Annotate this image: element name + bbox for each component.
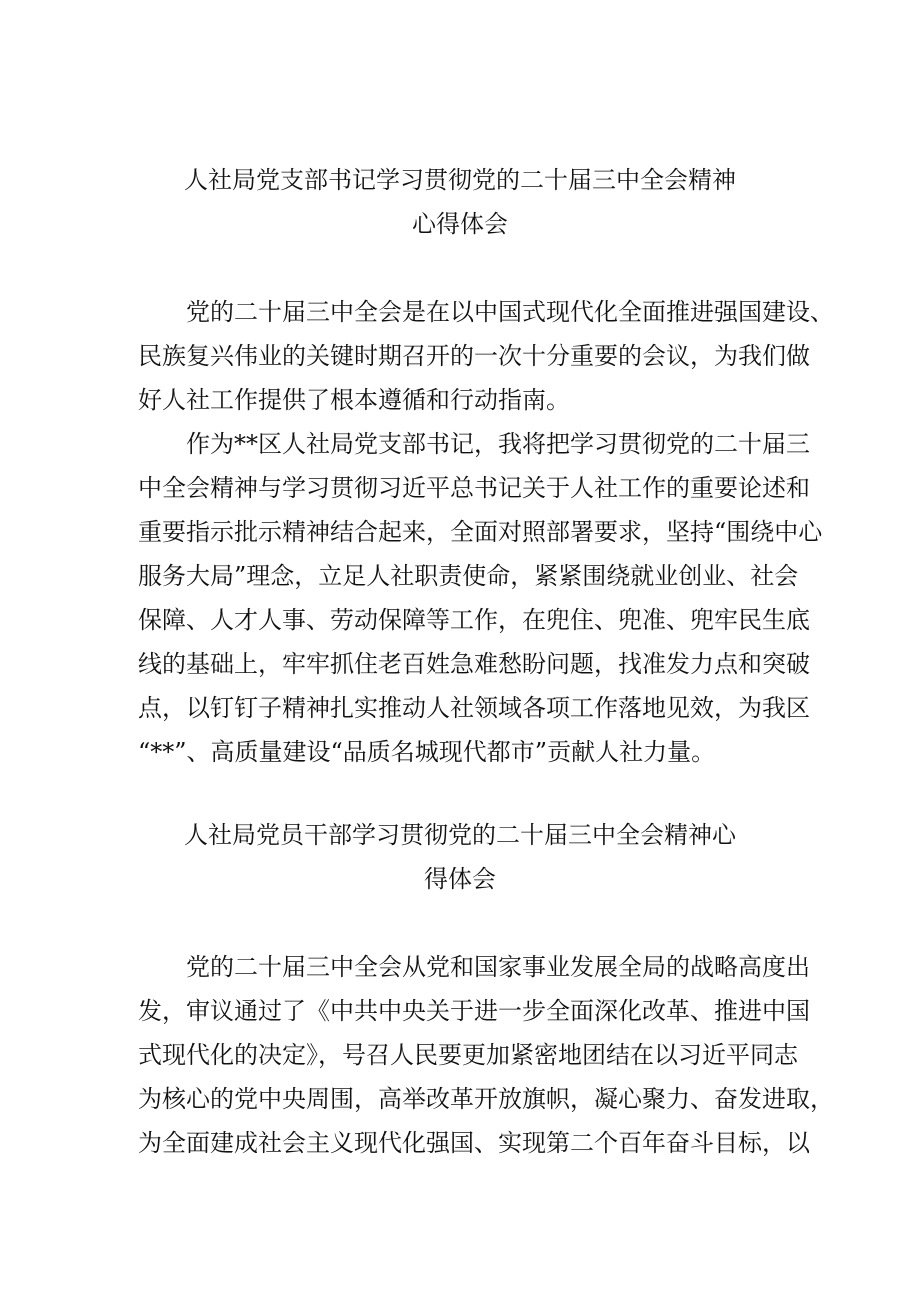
title-spacer xyxy=(0,246,920,290)
paragraph-1 xyxy=(0,945,920,1165)
paragraph-line: 好人社工作提供了根本遵循和行动指南。 xyxy=(138,386,570,414)
paragraph-line: 为核心的党中央周围，高举改革开放旗帜，凝心聚力、奋发进取， xyxy=(138,1085,834,1113)
paragraph-line: 保障、人才人事、劳动保障等工作，在兜住、兜准、兜牢民生底 xyxy=(138,606,810,634)
article-section-2 xyxy=(0,813,920,1165)
paragraph-2 xyxy=(0,422,920,774)
paragraph-1 xyxy=(0,290,920,422)
article-title-1 xyxy=(0,158,920,246)
paragraph-line: 作为**区人社局党支部书记，我将把学习贯彻党的二十届三 xyxy=(186,430,810,458)
paragraph-line: 民族复兴伟业的关键时期召开的一次十分重要的会议，为我们做 xyxy=(138,342,810,370)
paragraph-line: 点，以钉钉子精神扎实推动人社领域各项工作落地见效，为我区 xyxy=(138,694,810,722)
article-section-1 xyxy=(0,158,920,774)
title-line: 得体会 xyxy=(424,865,496,893)
paragraph-line: 式现代化的决定》，号召人民要更加紧密地团结在以习近平同志 xyxy=(138,1041,798,1069)
title-line: 人社局党员干部学习贯彻党的二十届三中全会精神心 xyxy=(184,821,736,849)
title-spacer xyxy=(0,901,920,945)
article-title-2 xyxy=(0,813,920,901)
title-line: 人社局党支部书记学习贯彻党的二十届三中全会精神 xyxy=(184,166,736,194)
paragraph-line: 重要指示批示精神结合起来，全面对照部署要求，坚持“围绕中心 xyxy=(138,518,823,546)
paragraph-line: 发，审议通过了《中共中央关于进一步全面深化改革、推进中国 xyxy=(138,997,810,1025)
paragraph-line: “**”、高质量建设“品质名城现代都市”贡献人社力量。 xyxy=(138,738,716,766)
article-body-1 xyxy=(0,290,920,774)
paragraph-line: 线的基础上，牢牢抓住老百姓急难愁盼问题，找准发力点和突破 xyxy=(138,650,810,678)
title-line: 心得体会 xyxy=(412,210,508,238)
paragraph-line: 为全面建成社会主义现代化强国、实现第二个百年奋斗目标，以 xyxy=(138,1129,810,1157)
article-body-2 xyxy=(0,945,920,1165)
paragraph-line: 服务大局”理念，立足人社职责使命，紧紧围绕就业创业、社会 xyxy=(138,562,799,590)
paragraph-line: 中全会精神与学习贯彻习近平总书记关于人社工作的重要论述和 xyxy=(138,474,810,502)
paragraph-line: 党的二十届三中全会从党和国家事业发展全局的战略高度出 xyxy=(186,953,810,981)
paragraph-line: 党的二十届三中全会是在以中国式现代化全面推进强国建设、 xyxy=(186,298,834,326)
